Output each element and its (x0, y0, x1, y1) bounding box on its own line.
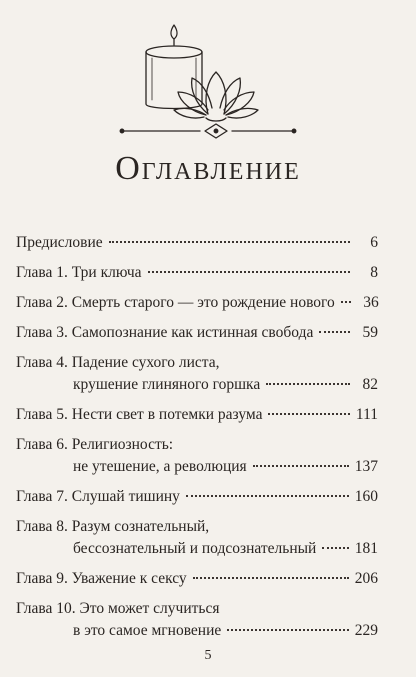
chapter-label: Глава 10. (16, 600, 76, 617)
page-ref: 6 (370, 234, 378, 251)
candle-lotus-emblem (108, 18, 308, 143)
chapter-title: Разум сознательный, (71, 518, 210, 535)
lotus-icon (174, 72, 258, 121)
toc-entry (16, 518, 378, 562)
dot-leader (341, 301, 351, 303)
chapter-label: Глава 1. (16, 264, 68, 281)
toc-line (16, 406, 378, 428)
toc-entry (16, 436, 378, 480)
toc-line (16, 540, 378, 562)
toc-line (16, 234, 378, 256)
toc-line (16, 458, 378, 480)
toc-line (16, 600, 378, 622)
toc-line (16, 436, 378, 458)
toc-entry (16, 354, 378, 398)
toc-line (16, 570, 378, 592)
toc-entry (16, 406, 378, 428)
toc-line (16, 376, 378, 398)
toc-line (16, 354, 378, 376)
dot-leader (266, 383, 350, 385)
toc-line (16, 488, 378, 510)
chapter-label: Глава 5. (16, 406, 68, 423)
dot-leader (227, 629, 348, 631)
page-number: 5 (204, 648, 212, 663)
dot-leader (109, 241, 350, 243)
toc-line (16, 622, 378, 644)
ornament-divider (120, 124, 296, 138)
chapter-label: Глава 9. (16, 570, 68, 587)
page-ref: 111 (355, 406, 378, 423)
chapter-label: Глава 4. (16, 354, 68, 371)
dot-leader (322, 547, 348, 549)
chapter-title: Три ключа (71, 264, 142, 281)
toc-entry (16, 324, 378, 346)
chapter-label: Глава 8. (16, 518, 68, 535)
chapter-title: в это самое мгновение (73, 622, 222, 639)
page-ref: 82 (362, 376, 378, 393)
toc-entry (16, 234, 378, 256)
chapter-label: Глава 7. (16, 488, 68, 505)
page-title: Оглавление (115, 150, 301, 187)
dot-leader (319, 331, 350, 333)
chapter-title: Религиозность: (71, 436, 174, 453)
chapter-title: Это может случиться (79, 600, 220, 617)
flame-icon (171, 25, 177, 39)
dot-leader (253, 465, 349, 467)
dot-leader (268, 413, 349, 415)
toc-entry (16, 488, 378, 510)
dot-leader (193, 577, 349, 579)
toc-entry (16, 294, 378, 316)
toc-line (16, 518, 378, 540)
toc-line (16, 264, 378, 286)
chapter-label: Глава 2. (16, 294, 68, 311)
chapter-title: Уважение к сексу (71, 570, 187, 587)
dot-leader (186, 495, 349, 497)
page-ref: 181 (354, 540, 378, 557)
chapter-title: Предисловие (16, 234, 103, 251)
chapter-label: Глава 6. (16, 436, 68, 453)
chapter-title: Слушай тишину (71, 488, 180, 505)
dot-leader (148, 271, 350, 273)
toc-entry (16, 264, 378, 286)
page-ref: 36 (363, 294, 379, 311)
chapter-title: Нести свет в потемки разума (71, 406, 263, 423)
toc-entry (16, 600, 378, 644)
page-ref: 206 (354, 570, 378, 587)
chapter-title: бессознательный и подсознательный (73, 540, 317, 557)
page-ref: 160 (354, 488, 378, 505)
page-ref: 8 (370, 264, 378, 281)
chapter-label: Глава 3. (16, 324, 68, 341)
page-ref: 229 (354, 622, 378, 639)
page-ref: 59 (362, 324, 378, 341)
toc-line (16, 294, 378, 316)
chapter-title: не утешение, а революция (73, 458, 247, 475)
toc-entry (16, 570, 378, 592)
chapter-title: Самопознание как истинная свобода (71, 324, 314, 341)
chapter-title: Падение сухого листа, (71, 354, 220, 371)
chapter-title: Смерть старого — это рождение нового (71, 294, 335, 311)
page-ref: 137 (354, 458, 378, 475)
chapter-title: крушение глиняного горшка (73, 376, 261, 393)
toc-line (16, 324, 378, 346)
